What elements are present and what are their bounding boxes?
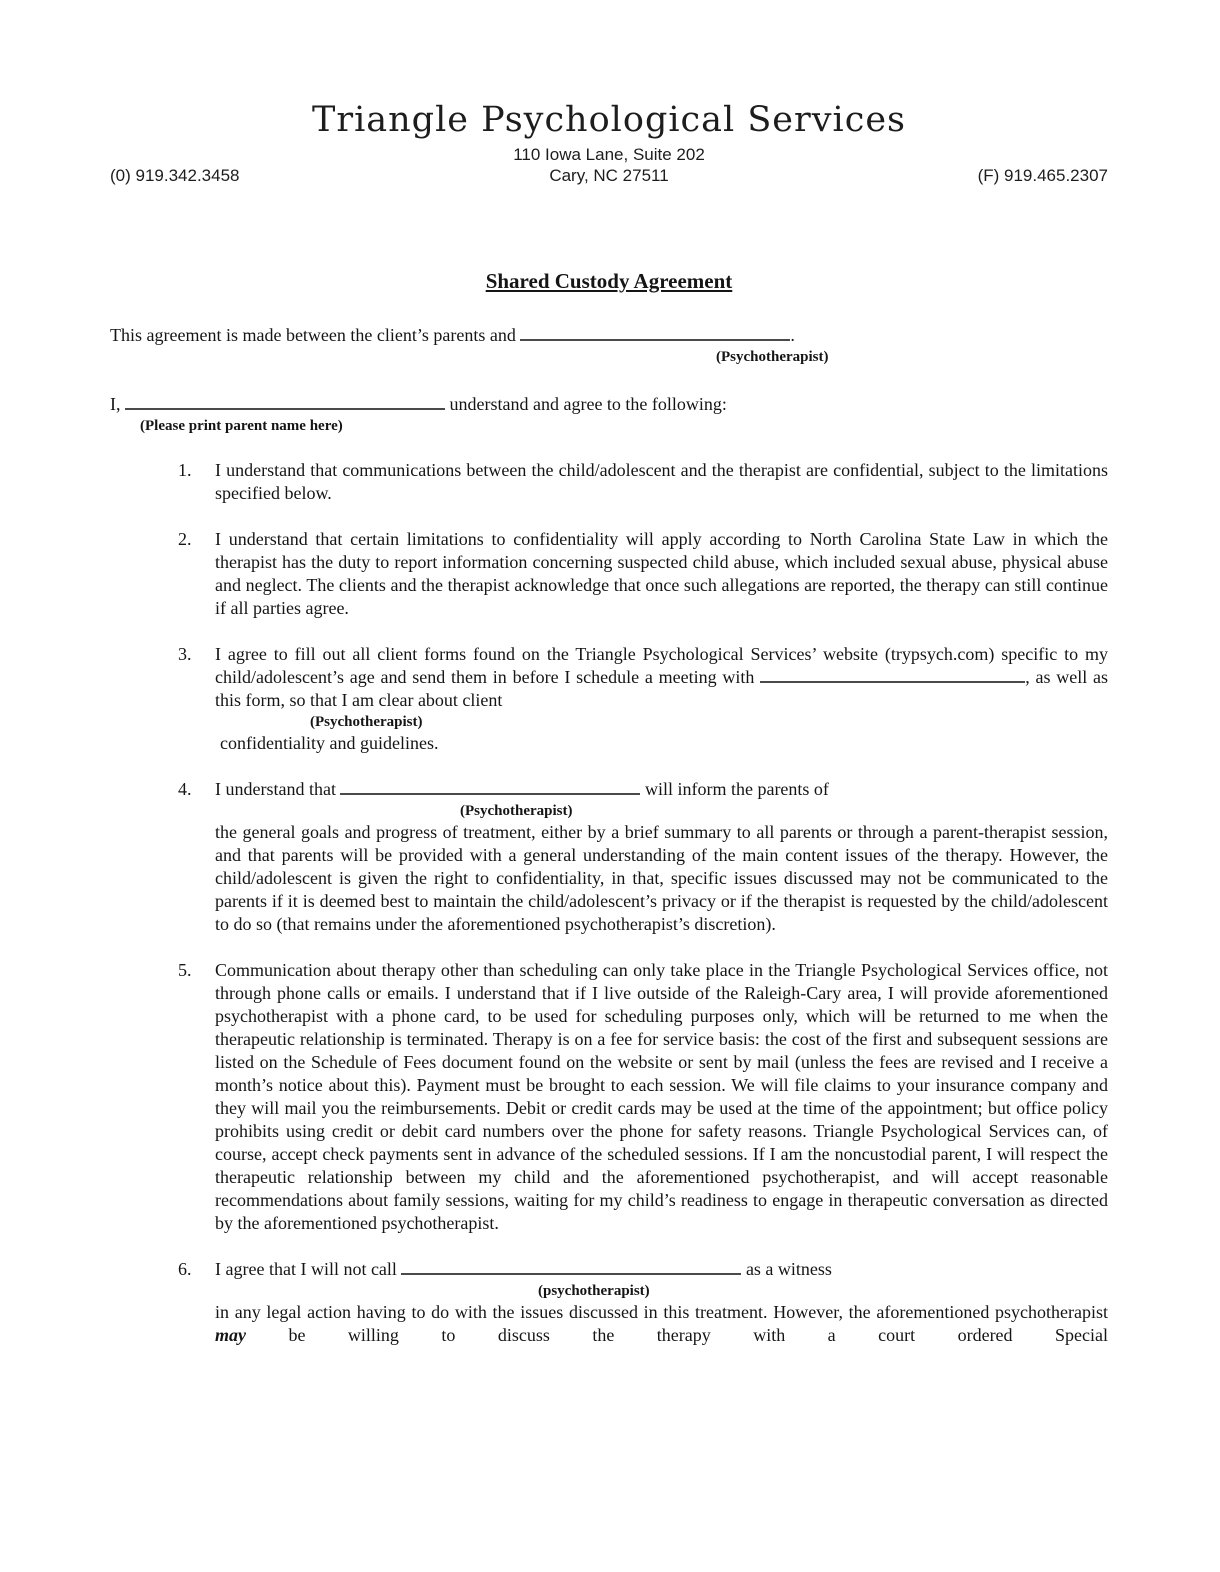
item-text: I understand that communications between the child/adolescent and the therapist are confidential, subject to the limitations specified below. xyxy=(215,460,1108,503)
item-text-after-blank: as a witness xyxy=(741,1259,832,1279)
item-text-before-blank: I agree to fill out all client forms found on the Triangle Psychological Services’ website (trypsych.com) specific to my child/adolescent’s age and send them in before I schedule a meeting with xyxy=(215,644,1108,687)
psychotherapist-name-blank[interactable] xyxy=(520,339,790,341)
document-title: Shared Custody Agreement xyxy=(485,269,733,293)
item-text-continuation: confidentiality and guidelines. xyxy=(220,733,439,753)
psychotherapist-name-blank[interactable] xyxy=(760,681,1025,683)
office-phone: (0) 919.342.3458 xyxy=(110,166,240,185)
item-text-part: in any legal action having to do with the issues discussed in this treatment. However, the aforementioned psychotherapist xyxy=(215,1302,1108,1322)
item-text xyxy=(215,643,1108,712)
intro-agreement-text: This agreement is made between the client’s parents and xyxy=(110,325,521,345)
intro-parent-line xyxy=(110,393,1108,436)
intro-parent-text: understand and agree to the following: xyxy=(445,394,727,414)
emphasized-word: may xyxy=(215,1325,246,1345)
item-number: 6. xyxy=(178,1259,192,1279)
item-text-continuation: the general goals and progress of treatment, either by a brief summary to all parents or through a parent-therapist session, and that parents will be provided with a general understanding of the main content issues of the therapy. However, the child/adolescent is given the right to confidentiality, in that, specific issues discussed may not be communicated to the parents if it is deemed best to maintain the child/adolescent’s privacy or if the therapist is requested by the child/adolescent to do so (that remains under the aforementioned psychotherapist’s discretion). xyxy=(215,822,1108,934)
address-line-2: Cary, NC 27511 xyxy=(549,166,669,185)
item-number: 4. xyxy=(178,779,192,799)
agreement-item-2 xyxy=(110,528,1108,620)
address-line-1: 110 Iowa Lane, Suite 202 xyxy=(513,145,705,164)
psychotherapist-blank-label: (Psychotherapist) xyxy=(460,803,573,819)
agreement-item-5 xyxy=(110,959,1108,1235)
agreement-items xyxy=(110,459,1108,1347)
agreement-item-3 xyxy=(110,643,1108,755)
psychotherapist-name-blank[interactable] xyxy=(340,793,640,795)
parent-name-blank[interactable] xyxy=(125,408,445,410)
org-name: Triangle Psychological Services xyxy=(312,100,906,140)
item-text xyxy=(215,778,1108,801)
intro-agreement-period: . xyxy=(790,325,795,345)
item-text-continuation xyxy=(215,1301,1108,1347)
item-text-part: be willing to discuss the therapy with a court ordered Special xyxy=(246,1325,1108,1345)
psychotherapist-blank-label: (psychotherapist) xyxy=(538,1283,650,1299)
item-text-before-blank: I understand that xyxy=(215,779,341,799)
item-text-after-blank: will inform the parents of xyxy=(640,779,829,799)
agreement-item-4 xyxy=(110,778,1108,936)
item-text: Communication about therapy other than scheduling can only take place in the Triangle Psychological Services office, not through phone calls or emails. I understand that if I live outside of the Raleigh-Cary area, I will provide aforementioned psychotherapist with a phone card, to be used for scheduling purposes only, which will be returned to me when the therapeutic relationship is terminated. Therapy is on a fee for service basis: the cost of the first and subsequent sessions are listed on the Schedule of Fees document found on the website or sent by mail (unless the fees are revised and I receive a month’s notice about this). Payment must be brought to each session. We will file claims to your insurance company and they will mail you the reimbursements. Debit or credit cards may be used at the time of the appointment; but office policy prohibits using credit or debit card numbers over the phone for safety reasons. Triangle Psychological Services can, of course, accept check payments sent in advance of the scheduled sessions. If I am the noncustodial parent, I will respect the therapeutic relationship between my child and the aforementioned psychotherapist, and will accept reasonable recommendations about family sessions, waiting for my child’s readiness to engage in therapeutic conversation as directed by the aforementioned psychotherapist. xyxy=(215,960,1108,1233)
item-number: 5. xyxy=(178,960,192,980)
item-text-before-blank: I agree that I will not call xyxy=(215,1259,402,1279)
item-text xyxy=(215,1258,1108,1281)
item-text-after-blank: , as well as this form, so that I am clear about client xyxy=(215,667,1109,710)
psychotherapist-name-blank[interactable] xyxy=(401,1273,741,1275)
psychotherapist-blank-label: (Psychotherapist) xyxy=(716,349,829,365)
item-number: 3. xyxy=(178,644,192,664)
letterhead xyxy=(110,100,1108,186)
item-number: 1. xyxy=(178,460,192,480)
agreement-item-1 xyxy=(110,459,1108,505)
intro-agreement-line xyxy=(110,324,1108,367)
psychotherapist-blank-label: (Psychotherapist) xyxy=(310,714,423,730)
item-text: I understand that certain limitations to confidentiality will apply according to North Carolina State Law in which the therapist has the duty to report information concerning suspected child abuse, which included sexual abuse, physical abuse and neglect. The clients and the therapist acknowledge that once such allegations are reported, the therapy can still continue if all parties agree. xyxy=(215,529,1108,618)
item-number: 2. xyxy=(178,529,192,549)
fax-phone: (F) 919.465.2307 xyxy=(977,166,1108,185)
parent-blank-label: (Please print parent name here) xyxy=(140,418,343,434)
agreement-item-6 xyxy=(110,1258,1108,1347)
address-block xyxy=(378,144,840,186)
intro-parent-prefix: I, xyxy=(110,394,125,414)
